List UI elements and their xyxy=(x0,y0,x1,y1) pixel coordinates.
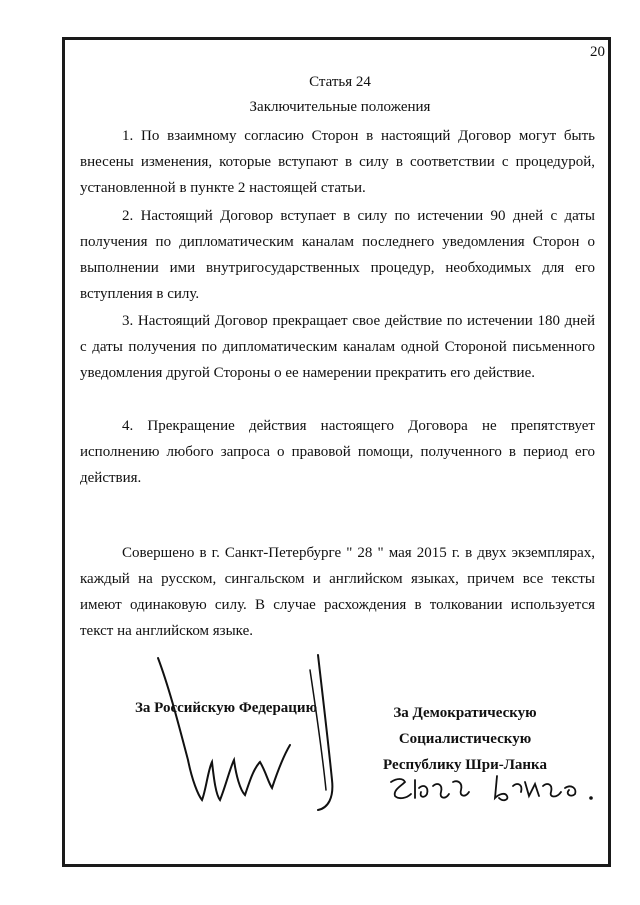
article-heading: Заключительные положения xyxy=(249,99,431,115)
page-number: 20 xyxy=(590,44,605,60)
signature-sri-lanka xyxy=(385,768,605,810)
article-title: Статья 24 xyxy=(309,74,371,90)
signatory-sri-lanka xyxy=(375,700,555,778)
signatory-russia: За Российскую Федерацию xyxy=(135,700,318,716)
signatory-sri-lanka-line-1: За Демократическую xyxy=(393,705,537,721)
signatory-sri-lanka-line-3: Республику Шри-Ланка xyxy=(383,757,547,773)
paragraph-2: 2. Настоящий Договор вступает в силу по истечении 90 дней с даты получения по дипломатическим каналам последнего уведомления Сторон о выполнении ими внутригосударственных процедур, необходимых для его вступления в силу. xyxy=(80,208,595,302)
paragraph-4: 4. Прекращение действия настоящего Договора не препятствует исполнению любого запроса о правовой помощи, полученного в период его действия. xyxy=(80,418,595,486)
paragraph-1: 1. По взаимному согласию Сторон в настоящий Договор могут быть внесены изменения, которые вступают в силу в соответствии с процедурой, установленной в пункте 2 настоящей статьи. xyxy=(80,128,595,196)
paragraph-3: 3. Настоящий Договор прекращает свое действие по истечении 180 дней с даты получения по дипломатическим каналам одной Стороной письменного уведомления другой Стороны о ее намерении прекратить его действие. xyxy=(80,313,595,381)
closing-paragraph: Совершено в г. Санкт-Петербурге " 28 " мая 2015 г. в двух экземплярах, каждый на русском, сингальском и английском языках, причем все тексты имеют одинаковую силу. В случае расхождения в толковании используется текст на английском языке. xyxy=(80,545,595,639)
signatory-sri-lanka-line-2: Социалистическую xyxy=(398,731,532,747)
signature-russia xyxy=(150,650,360,820)
